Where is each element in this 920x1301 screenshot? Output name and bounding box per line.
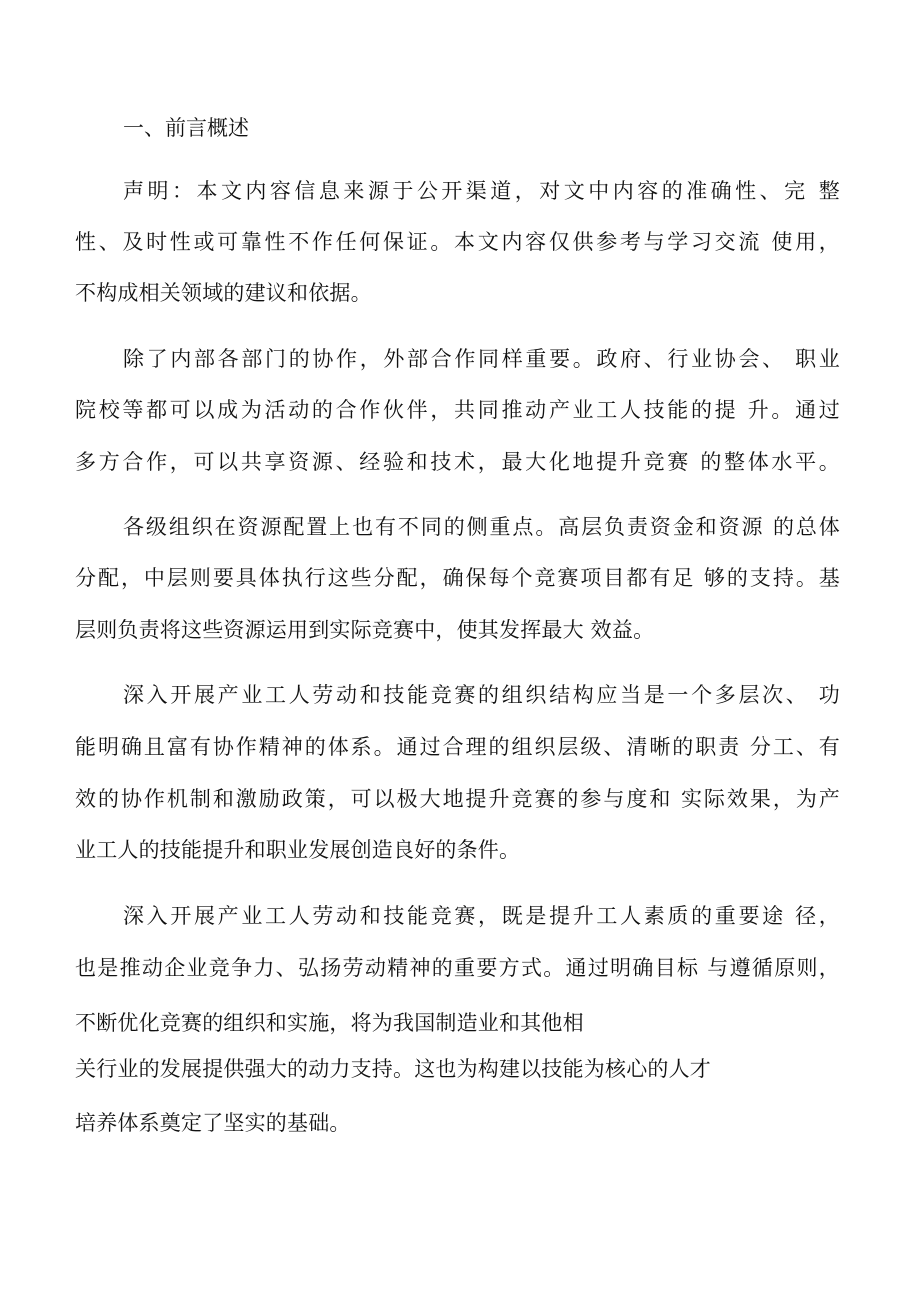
paragraph-line: 培养体系奠定了坚实的基础。 (75, 1111, 351, 1135)
paragraph-line: 效的协作机制和激励政策，可以极大地提升竞赛的参与度和 实际效果，为产 (75, 787, 840, 811)
paragraph-line: 不断优化竞赛的组织和实施，将为我国制造业和其他相 (75, 1011, 584, 1035)
paragraph-line: 各级组织在资源配置上也有不同的侧重点。高层负责资金和资源 的总体 (123, 515, 840, 539)
paragraph-line: 业工人的技能提升和职业发展创造良好的条件。 (75, 838, 521, 862)
paragraph-line: 声明：本文内容信息来源于公开渠道，对文中内容的准确性、完 整 (123, 179, 840, 203)
paragraph-line: 也是推动企业竞争力、弘扬劳动精神的重要方式。通过明确目标 与遵循原则， (75, 956, 840, 980)
paragraph-line: 分配，中层则要具体执行这些分配，确保每个竞赛项目都有足 够的支持。基 (75, 566, 840, 590)
paragraph-line: 能明确且富有协作精神的体系。通过合理的组织层级、清晰的职责 分工、有 (75, 735, 840, 759)
paragraph-line: 层则负责将这些资源运用到实际竞赛中，使其发挥最大 效益。 (75, 618, 655, 642)
paragraph-line: 关行业的发展提供强大的动力支持。这也为构建以技能为核心的人才 (75, 1057, 711, 1081)
section-heading: 一、前言概述 (123, 116, 249, 140)
paragraph-line: 不构成相关领域的建议和依据。 (75, 281, 372, 305)
paragraph-line: 院校等都可以成为活动的合作伙伴，共同推动产业工人技能的提 升。通过 (75, 398, 840, 422)
paragraph-line: 深入开展产业工人劳动和技能竞赛的组织结构应当是一个多层次、 功 (123, 683, 840, 707)
paragraph-line: 除了内部各部门的协作，外部合作同样重要。政府、行业协会、 职业 (123, 347, 840, 371)
paragraph-line: 深入开展产业工人劳动和技能竞赛，既是提升工人素质的重要途 径， (123, 904, 840, 928)
paragraph-line: 性、及时性或可靠性不作任何保证。本文内容仅供参考与学习交流 使用， (75, 230, 840, 254)
paragraph-line: 多方合作，可以共享资源、经验和技术，最大化地提升竞赛 的整体水平。 (75, 450, 840, 474)
